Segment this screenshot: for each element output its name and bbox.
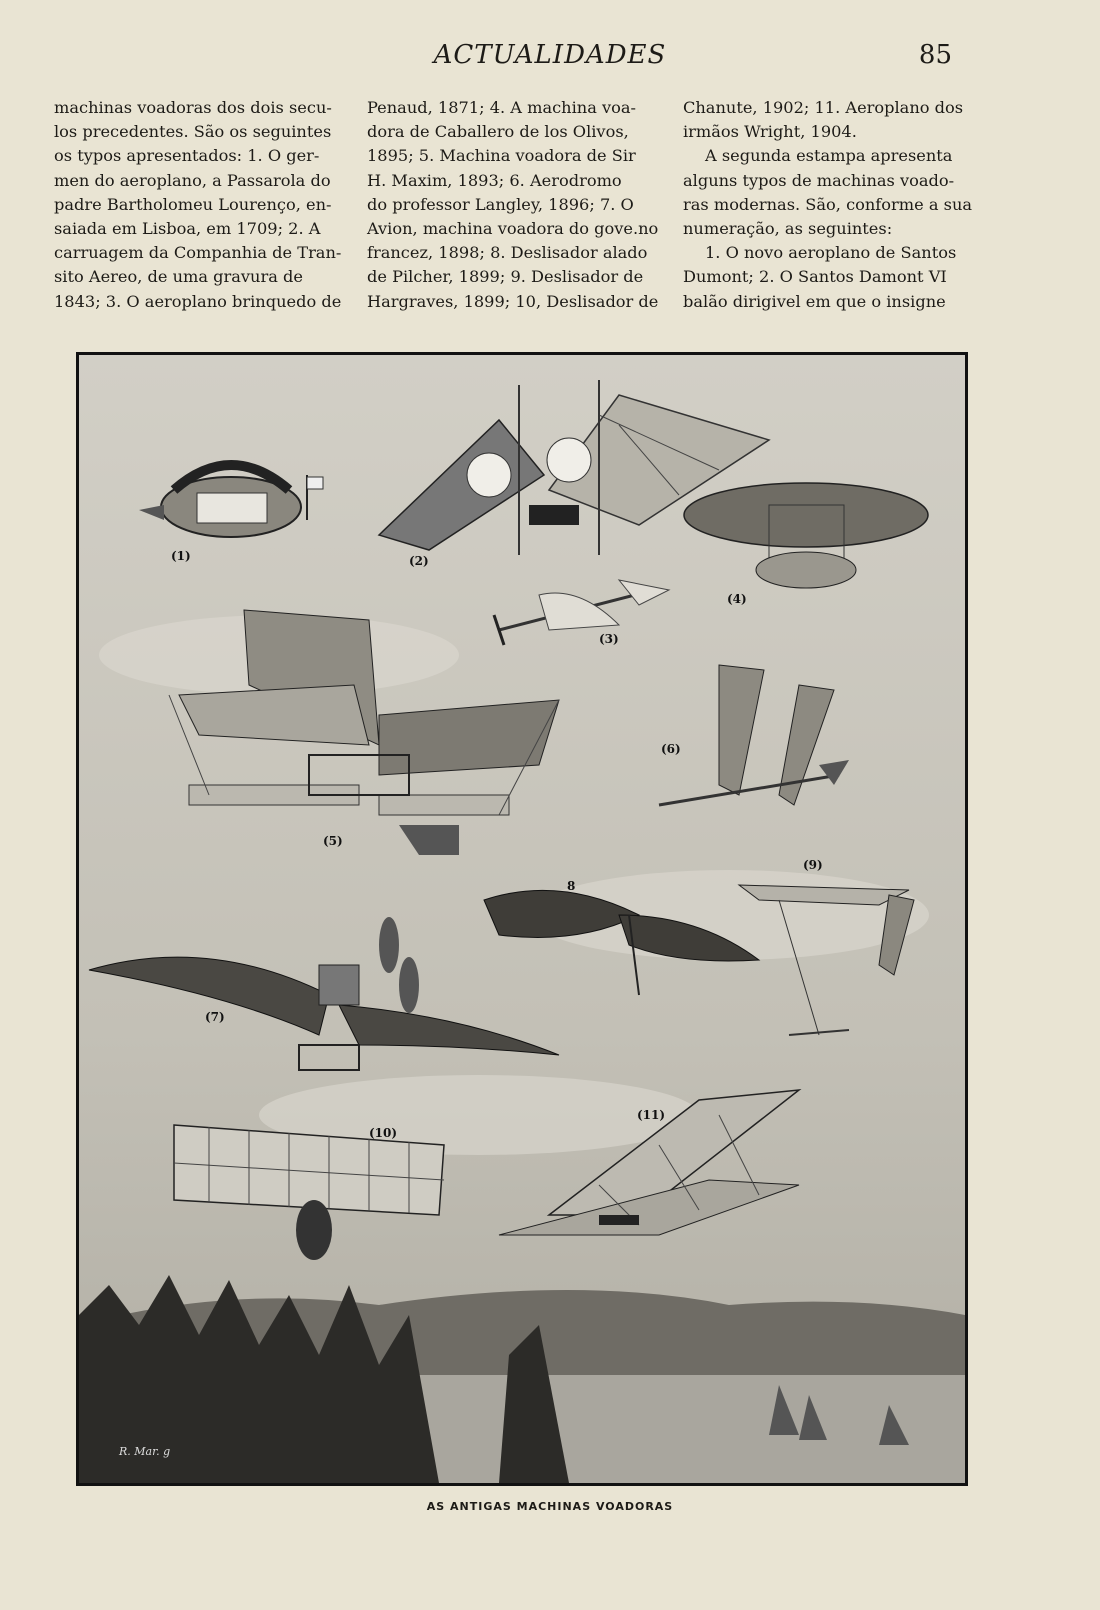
text-line: os typos apresentados: 1. O ger- <box>54 146 320 166</box>
text-column-1 <box>54 96 354 314</box>
figure-label-3: (3) <box>599 632 619 646</box>
page-number: 85 <box>918 40 952 70</box>
text-line: saiada em Lisboa, em 1709; 2. A <box>54 219 321 239</box>
flying-machines-illustration <box>79 355 965 1483</box>
text-column-2 <box>367 96 667 314</box>
figure-label-9: (9) <box>803 858 823 872</box>
text-line: men do aeroplano, a Passarola do <box>54 170 331 190</box>
text-column-3 <box>683 96 983 314</box>
landscape <box>79 1275 965 1483</box>
figure-label-8: 8 <box>567 879 576 893</box>
figure-label-1: (1) <box>171 549 191 563</box>
text-line: H. Maxim, 1893; 6. Aerodromo <box>367 170 622 190</box>
text-line: balão dirigivel em que o insigne <box>683 291 946 311</box>
text-line: carruagem da Companhia de Tran- <box>54 243 342 263</box>
text-line: de Pilcher, 1899; 9. Deslisador de <box>367 267 644 287</box>
text-line: sito Aereo, de uma gravura de <box>54 267 303 287</box>
illustration-plate <box>76 352 968 1486</box>
text-line: Penaud, 1871; 4. A machina voa- <box>367 98 637 117</box>
text-line: irmãos Wright, 1904. <box>683 122 857 142</box>
text-line: Hargraves, 1899; 10, Deslisador de <box>367 291 659 311</box>
text-line: do professor Langley, 1896; 7. O <box>367 194 634 214</box>
figure-label-6: (6) <box>661 742 681 756</box>
figure-caption: AS ANTIGAS MACHINAS VOADORAS <box>426 1500 674 1513</box>
figure-label-5: (5) <box>323 834 343 848</box>
text-line: Chanute, 1902; 11. Aeroplano dos <box>683 98 964 117</box>
text-line: ras modernas. São, conforme a sua <box>683 194 973 214</box>
text-line: padre Bartholomeu Lourenço, en- <box>54 194 332 214</box>
figure-label-11: (11) <box>637 1108 666 1122</box>
text-line: 1843; 3. O aeroplano brinquedo de <box>54 291 342 311</box>
text-line: numeração, as seguintes: <box>683 219 893 239</box>
figure-label-2: (2) <box>409 554 429 568</box>
text-line: 1895; 5. Machina voadora de Sir <box>367 146 636 166</box>
figure-label-7: (7) <box>205 1010 225 1024</box>
text-line: A segunda estampa apresenta <box>705 146 953 166</box>
text-line: machinas voadoras dos dois secu- <box>54 98 332 117</box>
text-line: Avion, machina voadora do gove.no <box>367 219 659 239</box>
artist-signature: R. Mar. g <box>119 1445 171 1458</box>
text-line: los precedentes. São os seguintes <box>54 122 332 142</box>
text-line: francez, 1898; 8. Deslisador alado <box>367 243 648 263</box>
text-line: Dumont; 2. O Santos Damont VI <box>683 267 947 287</box>
text-line: dora de Caballero de los Olivos, <box>367 122 629 142</box>
text-line: alguns typos de machinas voado- <box>683 170 955 190</box>
text-line: 1. O novo aeroplano de Santos <box>705 243 957 263</box>
figure-label-10: (10) <box>369 1126 398 1140</box>
running-header: ACTUALIDADES <box>433 40 667 70</box>
figure-label-4: (4) <box>727 592 747 606</box>
